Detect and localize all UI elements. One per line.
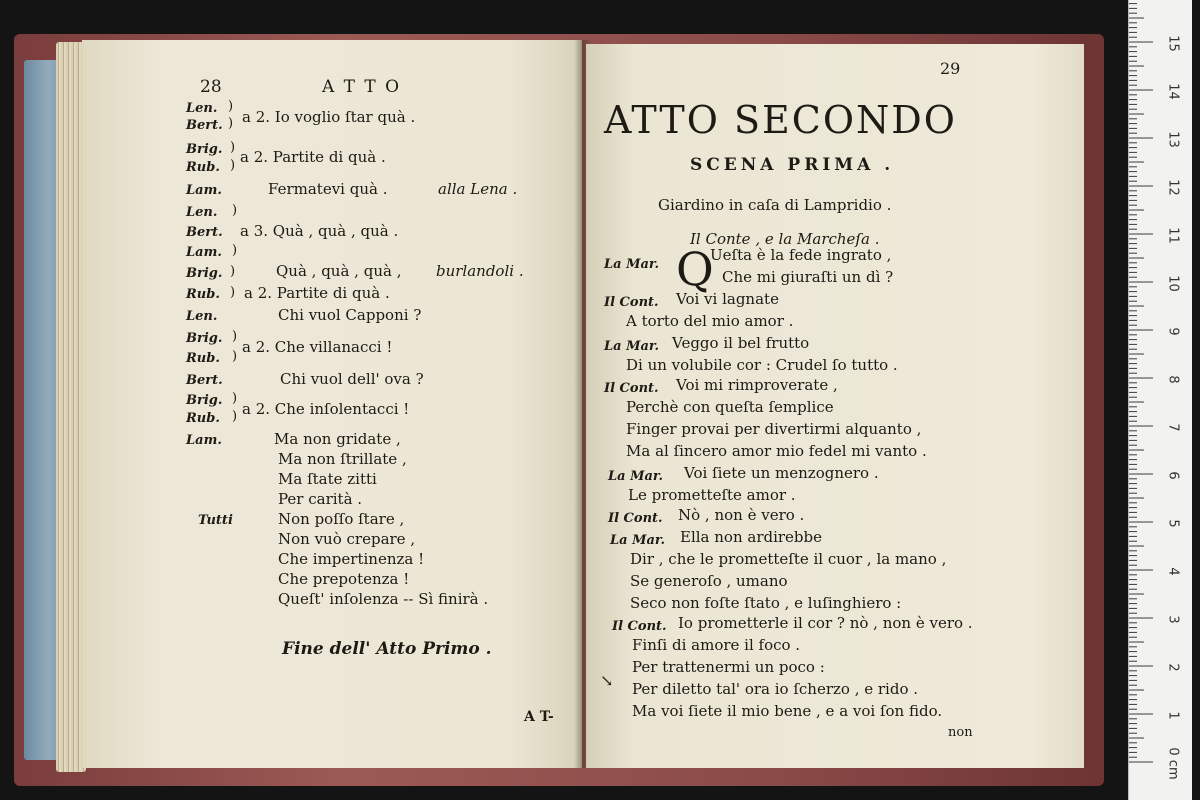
scene-characters: Il Conte , e la Marcheſa . (690, 230, 880, 248)
speaker: Len. (186, 205, 218, 220)
brace-mark: ) (230, 140, 236, 155)
verse-line: Non vuò crepare , (278, 530, 416, 548)
act-title: ATTO SECONDO (604, 98, 957, 142)
verse-line: Chi vuol dell' ova ? (280, 370, 424, 388)
stage-direction: burlandoli . (436, 262, 524, 280)
ruler-label: 4 (1165, 567, 1181, 576)
brace-mark: ) (230, 264, 236, 279)
speaker: Rub. (186, 351, 220, 366)
verse-line: a 2. Che inſolentacci ! (242, 400, 410, 418)
speaker: La Mar. (604, 339, 660, 354)
verse-line: Fermatevi quà . (268, 180, 388, 198)
speaker: Bert. (186, 225, 223, 240)
verse-line: Voi vi lagnate (676, 290, 779, 308)
ruler-label: 2 (1165, 663, 1181, 672)
act-ending: Fine dell' Atto Primo . (282, 639, 492, 659)
speaker: Il Cont. (604, 381, 659, 396)
verse-line: Ma non gridate , (274, 430, 401, 448)
speaker: Tutti (198, 513, 233, 528)
verse-line: a 2. Che villanacci ! (242, 338, 393, 356)
catchword: A T- (524, 709, 554, 725)
speaker: Lam. (186, 245, 222, 260)
verse-line: Che mi giuraſti un dì ? (722, 268, 894, 286)
speaker: Rub. (186, 411, 220, 426)
speaker: Rub. (186, 160, 220, 175)
verse-line: Voi ſiete un menzognero . (684, 464, 879, 482)
verse-line: Voi mi rimproverate , (676, 376, 838, 394)
ruler-label: 6 (1165, 471, 1181, 480)
speaker: Brig. (186, 142, 223, 157)
brace-mark: ) (232, 409, 238, 424)
speaker: Lam. (186, 183, 222, 198)
verse-line: Quà , quà , quà , (276, 262, 402, 280)
verse-line: Seco non foſte ſtato , e luſinghiero : (630, 594, 902, 612)
verse-line: Ma ſtate zitti (278, 470, 377, 488)
speaker: Brig. (186, 331, 223, 346)
verse-line: a 2. Partite di quà . (240, 148, 386, 166)
ruler-label: 12 (1165, 179, 1181, 196)
speaker: La Mar. (608, 469, 664, 484)
verse-line: Ella non ardirebbe (680, 528, 823, 546)
verse-line: Per carità . (278, 490, 363, 508)
speaker: Il Cont. (604, 295, 659, 310)
ruler-label: 1 (1165, 711, 1181, 720)
stage-direction: alla Lena . (438, 180, 518, 198)
verse-line: a 2. Partite di quà . (244, 284, 390, 302)
ruler-label: 13 (1165, 131, 1181, 148)
verse-line: Finſi di amore il foco . (632, 636, 801, 654)
verse-line: Finger provai per divertirmi alquanto , (626, 420, 922, 438)
verse-line: A torto del mio amor . (626, 312, 794, 330)
verse-line: Ma voi ſiete il mio bene , e a voi ſon fido. (632, 702, 943, 720)
verse-line: Ueſta è la fede ingrato , (710, 246, 892, 264)
verse-line: Per diletto tal' ora io ſcherzo , e rido . (632, 680, 919, 698)
verse-line: Le prometteſte amor . (628, 486, 796, 504)
margin-mark: ↘ (600, 671, 614, 690)
speaker: Rub. (186, 287, 220, 302)
ruler-label: 5 (1165, 519, 1181, 528)
speaker: Len. (186, 101, 218, 116)
ruler-label: 8 (1165, 375, 1181, 384)
page-number-right: 29 (940, 59, 961, 78)
scene-setting: Giardino in caſa di Lampridio . (658, 196, 892, 214)
verse-line: a 3. Quà , quà , quà . (240, 222, 399, 240)
ruler-label: 3 (1165, 615, 1181, 624)
speaker: La Mar. (610, 533, 666, 548)
ruler-ticks (1129, 0, 1193, 800)
verse-line: Che prepotenza ! (278, 570, 410, 588)
speaker: Len. (186, 309, 218, 324)
brace-mark: ) (228, 116, 234, 131)
verse-line: Se generoſo , umano (630, 572, 788, 590)
verse-line: Veggo il bel frutto (672, 334, 810, 352)
ruler-label: 9 (1165, 327, 1181, 336)
running-head: A T T O (322, 77, 402, 97)
verse-line: Nò , non è vero . (678, 506, 805, 524)
speaker: Il Cont. (608, 511, 663, 526)
brace-mark: ) (232, 203, 238, 218)
verse-line: Queſt' inſolenza -- Sì finirà . (278, 590, 489, 608)
ruler-label: 7 (1165, 423, 1181, 432)
page-number-left: 28 (200, 77, 222, 97)
verse-line: Dir , che le prometteſte il cuor , la mano , (630, 550, 947, 568)
ruler-label: 14 (1165, 83, 1181, 100)
speaker: Bert. (186, 373, 223, 388)
ruler-label: 0 cm (1165, 747, 1181, 780)
verse-line: Che impertinenza ! (278, 550, 425, 568)
ruler-label: 10 (1165, 275, 1181, 292)
drop-cap: Q (676, 242, 714, 296)
speaker: Il Cont. (612, 619, 667, 634)
verse-line: Perchè con queſta ſemplice (626, 398, 834, 416)
brace-mark: ) (232, 349, 238, 364)
left-page (82, 40, 582, 768)
brace-mark: ) (232, 391, 238, 406)
ruler-label: 15 (1165, 35, 1181, 52)
right-page (586, 44, 1084, 768)
brace-mark: ) (230, 158, 236, 173)
verse-line: Ma al ſincero amor mio fedel mi vanto . (626, 442, 927, 460)
scene-title: SCENA PRIMA . (690, 155, 895, 175)
brace-mark: ) (230, 285, 236, 300)
catchword: non (948, 725, 973, 740)
verse-line: Di un volubile cor : Crudel ſo tutto . (626, 356, 898, 374)
verse-line: Io prometterle il cor ? nò , non è vero . (678, 614, 973, 632)
verse-line: Ma non ſtrillate , (278, 450, 407, 468)
speaker: La Mar. (604, 257, 660, 272)
speaker: Lam. (186, 433, 222, 448)
brace-mark: ) (232, 329, 238, 344)
speaker: Brig. (186, 266, 223, 281)
ruler-label: 11 (1165, 227, 1181, 244)
verse-line: Non poſſo ſtare , (278, 510, 405, 528)
brace-mark: ) (228, 99, 234, 114)
measuring-ruler (1128, 0, 1192, 800)
brace-mark: ) (232, 243, 238, 258)
verse-line: a 2. Io voglio ſtar quà . (242, 108, 416, 126)
speaker: Brig. (186, 393, 223, 408)
verse-line: Per trattenermi un poco : (632, 658, 825, 676)
verse-line: Chi vuol Capponi ? (278, 306, 422, 324)
speaker: Bert. (186, 118, 223, 133)
